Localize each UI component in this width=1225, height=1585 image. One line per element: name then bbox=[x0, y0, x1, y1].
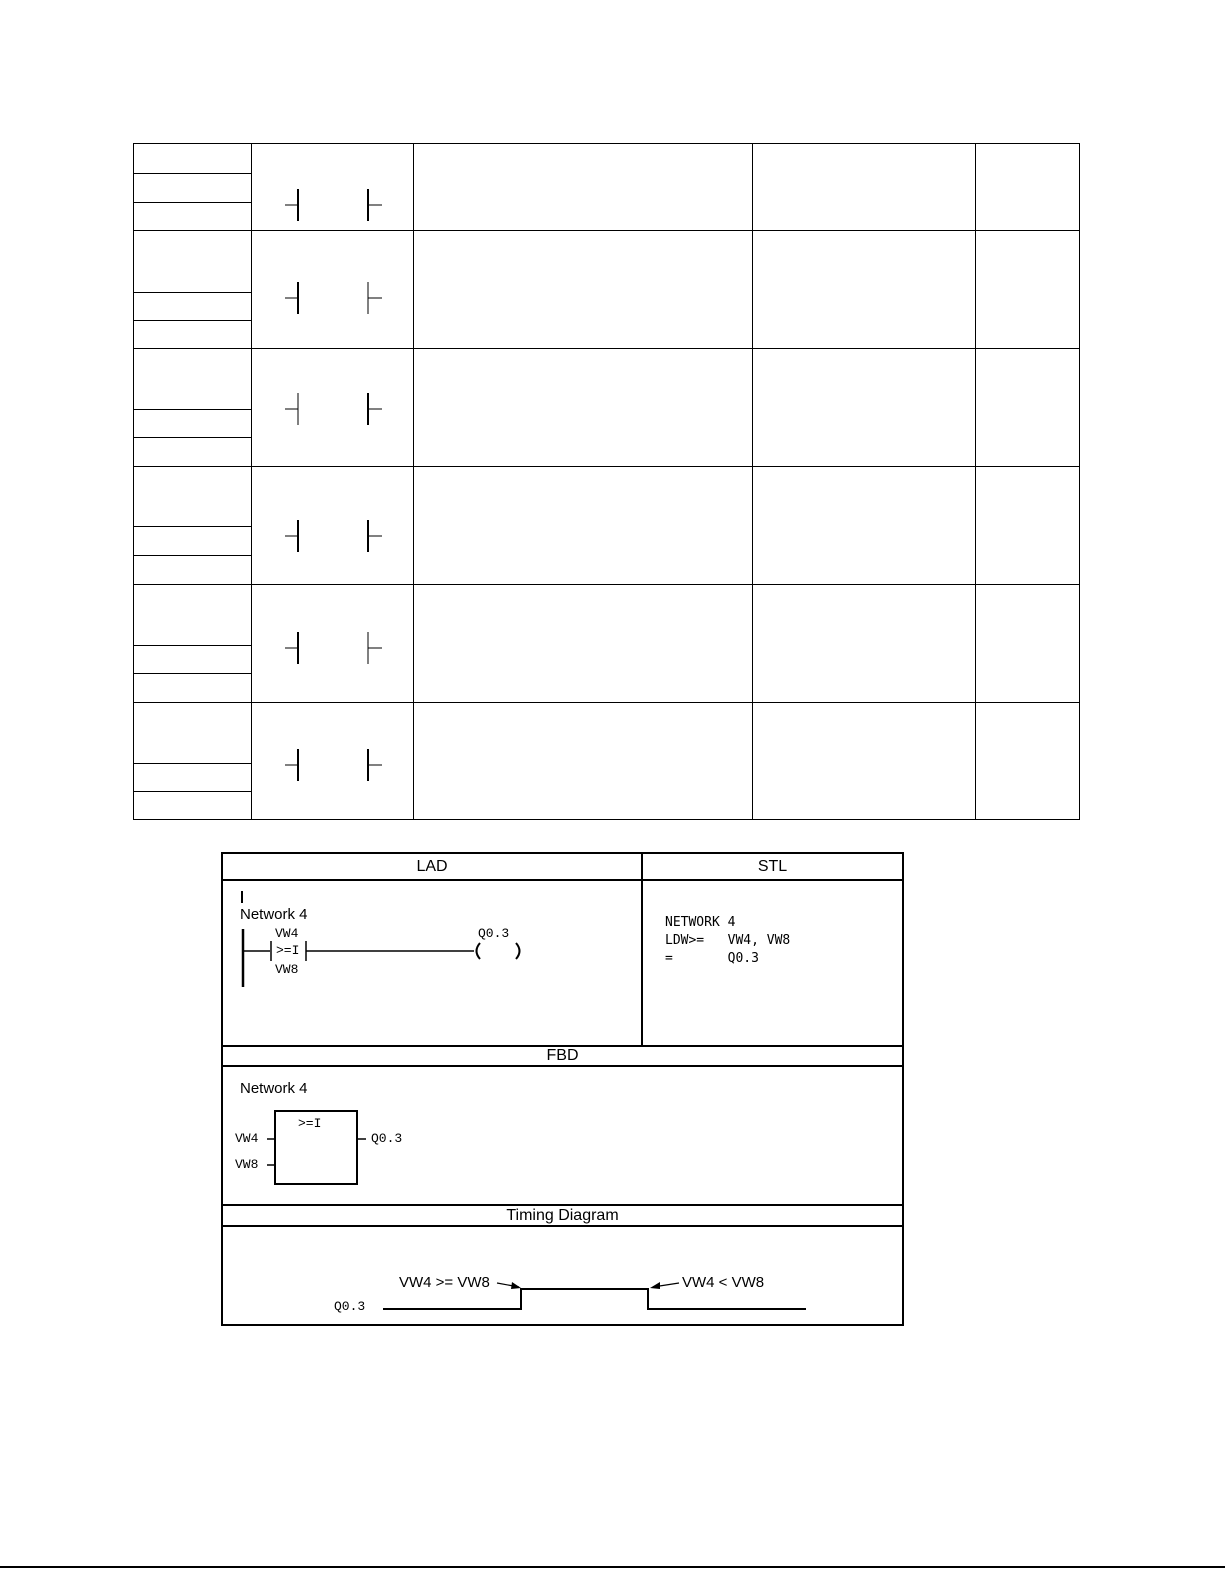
subrow-divider bbox=[133, 763, 251, 764]
subrow-divider bbox=[133, 202, 251, 203]
table-border-left bbox=[133, 143, 134, 820]
row-divider bbox=[133, 702, 1080, 703]
col-divider-1 bbox=[251, 143, 252, 820]
col-divider-3 bbox=[752, 143, 753, 820]
fbd-output: Q0.3 bbox=[371, 1131, 403, 1146]
contact-symbol-row-6 bbox=[270, 745, 400, 785]
col-divider-2 bbox=[413, 143, 414, 820]
stl-line-1: NETWORK 4 bbox=[665, 915, 736, 930]
subrow-divider bbox=[133, 409, 251, 410]
row-divider bbox=[133, 348, 1080, 349]
lad-input-bottom: VW8 bbox=[275, 962, 299, 977]
fbd-box-graphics bbox=[223, 1067, 902, 1204]
lad-diagram bbox=[223, 881, 641, 1045]
row-divider bbox=[133, 230, 1080, 231]
row-divider bbox=[133, 584, 1080, 585]
subrow-divider bbox=[133, 526, 251, 527]
timing-diagram bbox=[223, 1227, 902, 1324]
fbd-input-2: VW8 bbox=[235, 1157, 259, 1172]
timing-signal-label: Q0.3 bbox=[334, 1299, 366, 1314]
subrow-divider bbox=[133, 555, 251, 556]
row-divider bbox=[133, 466, 1080, 467]
contact-symbol-row-1 bbox=[270, 185, 400, 225]
timing-waveform bbox=[223, 1227, 902, 1324]
subrow-divider bbox=[133, 645, 251, 646]
table-border-bottom bbox=[133, 819, 1080, 820]
lad-input-top: VW4 bbox=[275, 926, 299, 941]
stl-header: STL bbox=[757, 858, 788, 875]
subrow-divider bbox=[133, 673, 251, 674]
subrow-divider bbox=[133, 320, 251, 321]
subrow-divider bbox=[133, 173, 251, 174]
example-panel bbox=[221, 852, 904, 1326]
timing-rise-annotation: VW4 >= VW8 bbox=[399, 1274, 490, 1291]
fbd-diagram bbox=[223, 1067, 902, 1204]
footer-rule bbox=[0, 1566, 1225, 1568]
subrow-divider bbox=[133, 437, 251, 438]
contact-symbol-row-3 bbox=[270, 389, 400, 429]
timing-fall-annotation: VW4 < VW8 bbox=[682, 1274, 765, 1291]
timing-header: Timing Diagram bbox=[506, 1207, 619, 1224]
table-border-right bbox=[1079, 143, 1080, 820]
lad-coil-address: Q0.3 bbox=[478, 926, 510, 941]
fbd-input-1: VW4 bbox=[235, 1131, 259, 1146]
lad-stl-divider bbox=[641, 854, 643, 1045]
stl-line-2: LDW>= VW4, VW8 bbox=[665, 933, 791, 948]
subrow-divider bbox=[133, 791, 251, 792]
stl-listing bbox=[665, 914, 790, 968]
col-divider-4 bbox=[975, 143, 976, 820]
lad-header: LAD bbox=[416, 858, 448, 875]
stl-line-3: = Q0.3 bbox=[665, 951, 759, 966]
fbd-box-op: >=I bbox=[298, 1116, 322, 1131]
table-border-top bbox=[133, 143, 1080, 144]
lad-compare-op: >=I bbox=[276, 943, 300, 958]
fbd-header: FBD bbox=[546, 1047, 579, 1064]
contact-symbol-row-4 bbox=[270, 516, 400, 556]
contact-symbol-row-2 bbox=[270, 278, 400, 318]
contact-symbol-row-5 bbox=[270, 628, 400, 668]
lad-network-label: Network 4 bbox=[240, 906, 308, 923]
subrow-divider bbox=[133, 292, 251, 293]
fbd-network-label: Network 4 bbox=[240, 1080, 308, 1097]
